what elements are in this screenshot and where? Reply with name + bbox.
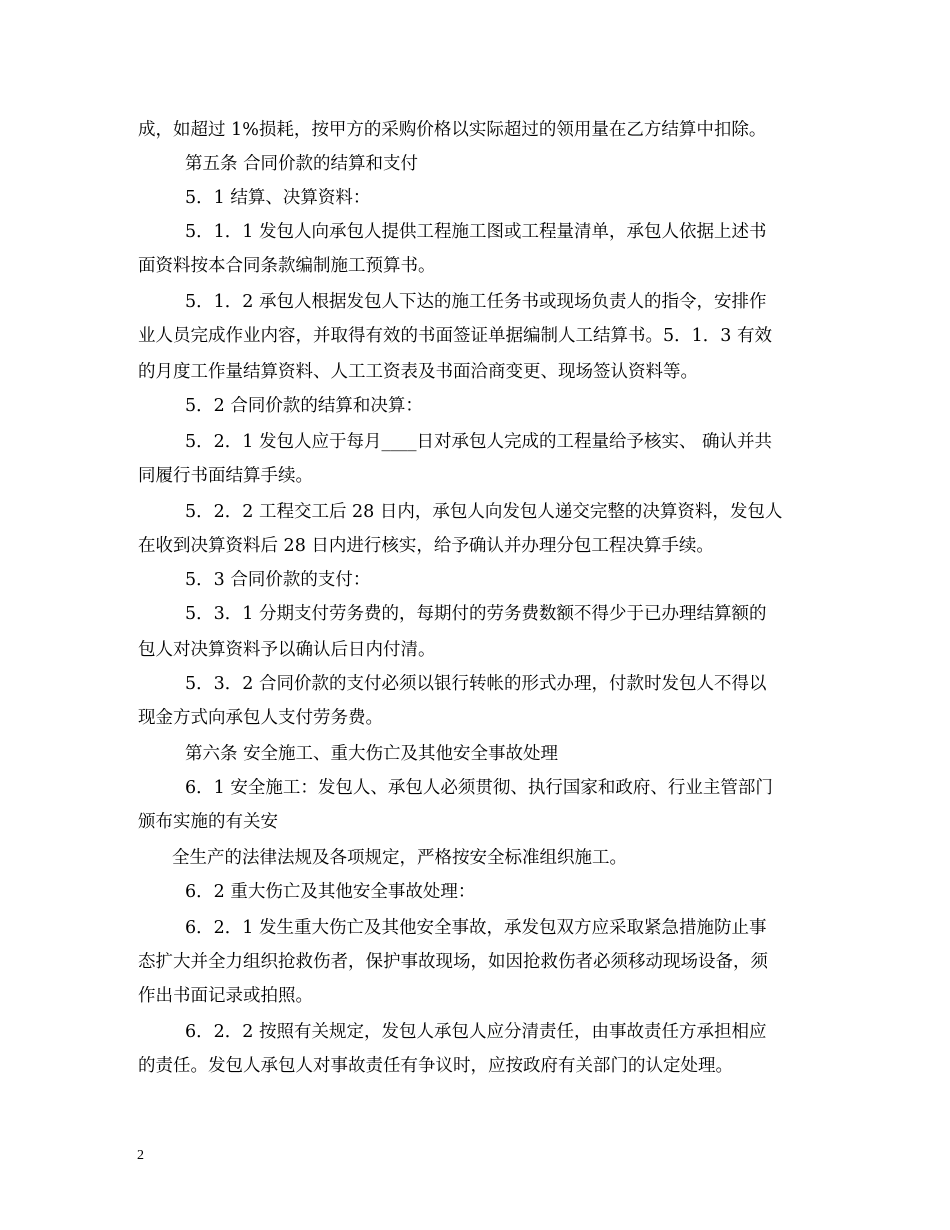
text-line: 作出书面记录或拍照。 — [138, 986, 313, 1006]
text-line: 面资料按本合同条款编制施工预算书。 — [138, 256, 436, 276]
text-line: 态扩大并全力组织抢救伤者，保护事故现场，如因抢救伤者必须移动现场设备，须 — [138, 952, 768, 972]
text-line: 6．2．1 发生重大伤亡及其他安全事故，承发包双方应采取紧急措施防止事 — [185, 918, 767, 938]
text-line: 颁布实施的有关安 — [138, 812, 278, 832]
text-line: 5．1．1 发包人向承包人提供工程施工图或工程量清单，承包人依据上述书 — [185, 222, 767, 242]
text-line: 全生产的法律法规及各项规定，严格按安全标准组织施工。 — [172, 848, 627, 868]
text-line: 现金方式向承包人支付劳务费。 — [138, 708, 383, 728]
text-line: 5．1 结算、决算资料： — [185, 188, 371, 208]
section-heading: 第六条 安全施工、重大伤亡及其他安全事故处理 — [185, 744, 559, 764]
text-line: 成，如超过 1%损耗，按甲方的采购价格以实际超过的领用量在乙方结算中扣除。 — [138, 120, 767, 140]
text-line: 业人员完成作业内容，并取得有效的书面签证单据编制人工结算书。5．1．3 有效 — [138, 326, 772, 346]
section-heading: 第五条 合同价款的结算和支付 — [185, 154, 419, 174]
text-line: 6．2．2 按照有关规定，发包人承包人应分清责任，由事故责任方承担相应 — [185, 1022, 767, 1042]
text-line: 同履行书面结算手续。 — [138, 466, 313, 486]
text-line: 5．3 合同价款的支付： — [185, 570, 371, 590]
text-line: 的月度工作量结算资料、人工工资表及书面洽商变更、现场签认资料等。 — [138, 362, 698, 382]
text-line: 的责任。发包人承包人对事故责任有争议时，应按政府有关部门的认定处理。 — [138, 1056, 733, 1076]
text-line: 在收到决算资料后 28 日内进行核实，给予确认并办理分包工程决算手续。 — [138, 536, 714, 556]
page-number: 2 — [137, 1148, 144, 1163]
text-line: 5．2．1 发包人应于每月____日对承包人完成的工程量给予核实、 确认并共 — [185, 432, 773, 452]
text-line: 5．3．1 分期支付劳务费的，每期付的劳务费数额不得少于已办理结算额的 — [185, 604, 767, 624]
text-line: 5．2．2 工程交工后 28 日内，承包人向发包人递交完整的决算资料，发包人 — [185, 502, 783, 522]
text-line: 6．1 安全施工：发包人、承包人必须贯彻、执行国家和政府、行业主管部门 — [185, 778, 773, 798]
text-line: 5．3．2 合同价款的支付必须以银行转帐的形式办理，付款时发包人不得以 — [185, 674, 767, 694]
text-line: 5．2 合同价款的结算和决算： — [185, 396, 423, 416]
text-line: 5．1．2 承包人根据发包人下达的施工任务书或现场负责人的指令，安排作 — [185, 292, 767, 312]
text-line: 包人对决算资料予以确认后日内付清。 — [138, 640, 436, 660]
text-line: 6．2 重大伤亡及其他安全事故处理： — [185, 882, 476, 902]
